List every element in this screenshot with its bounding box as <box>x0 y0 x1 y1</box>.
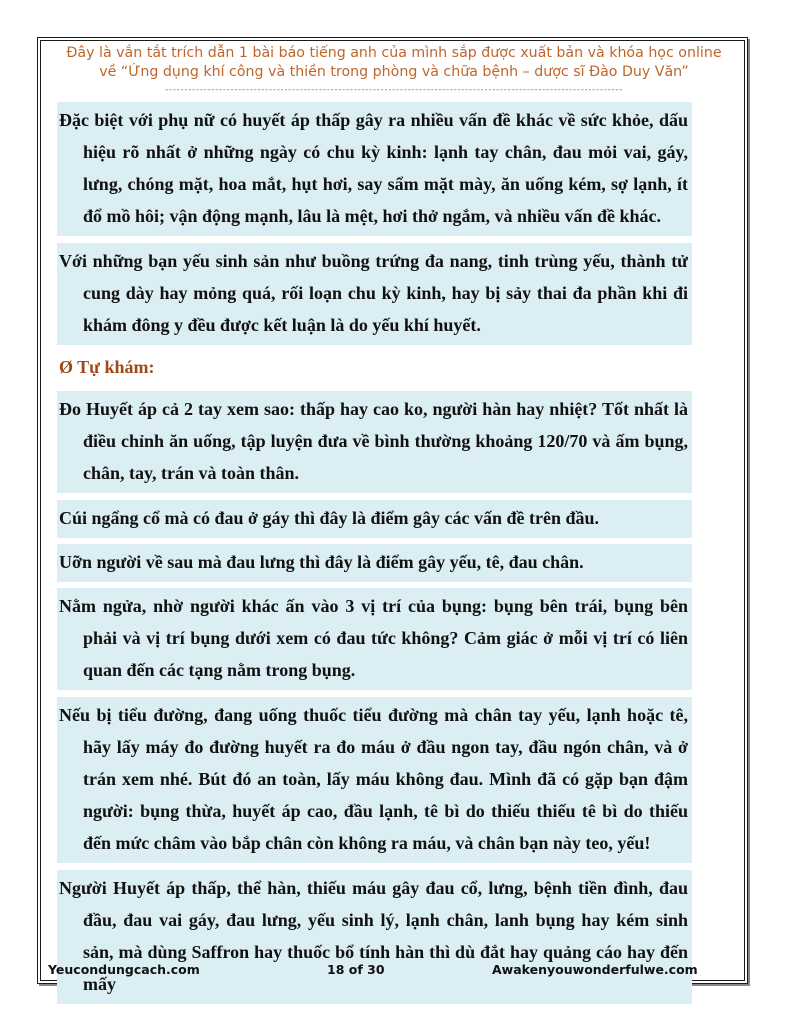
self-check-item-neck: Cúi ngẩng cổ mà có đau ở gáy thì đây là điểm gây các vấn đề trên đầu. <box>57 500 692 538</box>
header-line-2: về “Ứng dụng khí công và thiền trong phòng và chữa bệnh – dược sĩ Đào Duy Văn” <box>99 64 689 80</box>
self-check-item-abdomen: Nằm ngửa, nhờ người khác ấn vào 3 vị trí của bụng: bụng bên trái, bụng bên phải và vị trí bụng dưới xem có đau tức không? Cảm giác ở mỗi vị trí có liên quan đến các tạng nằm trong bụng. <box>57 588 692 690</box>
header-line-1: Đây là vắn tắt trích dẫn 1 bài báo tiếng anh của mình sắp được xuất bản và khóa học online <box>66 45 722 61</box>
document-body <box>57 102 692 1011</box>
self-check-item-low-pressure: Người Huyết áp thấp, thể hàn, thiếu máu gây đau cổ, lưng, bệnh tiền đình, đau đầu, đau vai gáy, đau lưng, yếu sinh lý, lạnh chân, lanh bụng hay kém sinh sản, mà dùng Saffron hay thuốc bổ tính hàn thì dù đắt hay quảng cáo hay đến mấy <box>57 870 692 1004</box>
page-header <box>44 44 744 96</box>
footer-site-left: Yeucondungcach.com <box>48 962 200 977</box>
self-check-item-diabetes: Nếu bị tiểu đường, đang uống thuốc tiểu đường mà chân tay yếu, lạnh hoặc tê, hãy lấy máy đo đường huyết ra đo máu ở đầu ngon tay, đầu ngón chân, và ở trán xem nhé. Bút đó an toàn, lấy máu không đau. Mình đã có gặp bạn đậm người: bụng thừa, huyết áp cao, đầu lạnh, tê bì do thiếu thiếu tê bì do thiếu đến mức châm vào bắp chân còn không ra máu, và chân bạn này teo, yếu! <box>57 697 692 863</box>
section-heading-self-check: Ø Tự khám: <box>59 357 155 377</box>
header-divider: ----------------------------------------------------------------------------------------------------------------------- <box>165 85 623 95</box>
paragraph-fertility: Với những bạn yếu sinh sản như buồng trứng đa nang, tinh trùng yếu, thành tử cung dày hay mỏng quá, rối loạn chu kỳ kinh, hay bị sảy thai đa phần khi đi khám đông y đều được kết luận là do yếu khí huyết. <box>57 243 692 345</box>
self-check-item-blood-pressure: Đo Huyết áp cả 2 tay xem sao: thấp hay cao ko, người hàn hay nhiệt? Tốt nhất là điều chỉnh ăn uống, tập luyện đưa về bình thường khoảng 120/70 và ấm bụng, chân, tay, trán và toàn thân. <box>57 391 692 493</box>
footer-page-number: 18 of 30 <box>327 962 385 977</box>
self-check-item-back: Uỡn người về sau mà đau lưng thì đây là điểm gây yếu, tê, đau chân. <box>57 544 692 582</box>
paragraph-women-low-blood-pressure: Đặc biệt với phụ nữ có huyết áp thấp gây ra nhiều vấn đề khác về sức khỏe, dấu hiệu rõ nhất ở những ngày có chu kỳ kinh: lạnh tay chân, đau mỏi vai, gáy, lưng, chóng mặt, hoa mắt, hụt hơi, say sẩm mặt mày, ăn uống kém, sợ lạnh, ít đổ mồ hôi; vận động mạnh, lâu là mệt, hơi thở ngắm, và nhiều vấn đề khác. <box>57 102 692 236</box>
footer-site-right: Awakenyouwonderfulwe.com <box>492 962 698 977</box>
